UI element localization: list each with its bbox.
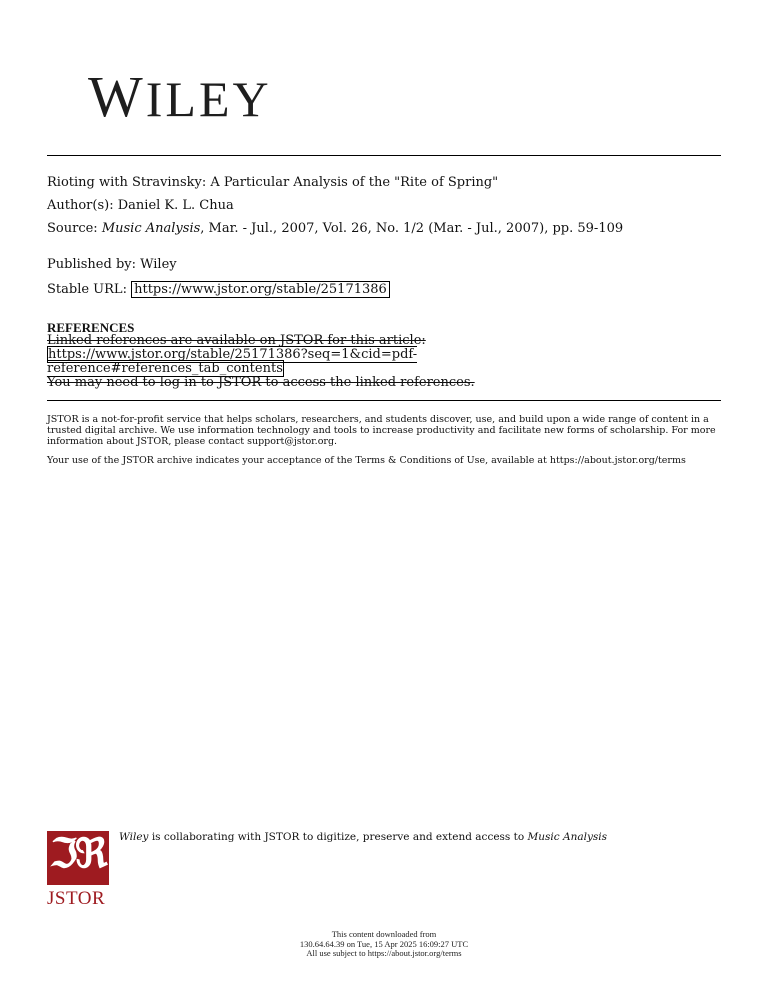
jstor-logo <box>47 831 114 910</box>
jstor-emblem-icon: ℑ ℜ <box>47 831 109 885</box>
footer-line: All use subject to https://about.jstor.org/terms <box>306 948 462 958</box>
journal-name: Music Analysis <box>101 221 201 236</box>
publisher-name: Wiley <box>140 257 177 272</box>
source-line: Source: Music Analysis, Mar. - Jul., 2007, Vol. 26, No. 1/2 (Mar. - Jul., 2007), pp. 59-109 <box>47 221 624 236</box>
terms-text: Your use of the JSTOR archive indicates your acceptance of the Terms & Conditions of Use, available at https://about.jstor.org/terms <box>47 455 686 466</box>
references-link[interactable]: https://www.jstor.org/stable/25171386?seq=1&cid=pdf- reference#references_tab_contents <box>47 347 418 376</box>
article-title: Rioting with Stravinsky: A Particular Analysis of the "Rite of Spring" <box>47 175 499 190</box>
collab-journal: Music Analysis <box>527 831 608 843</box>
login-note: You may need to log in to JSTOR to access the linked references. <box>47 375 475 390</box>
stable-url-link[interactable]: https://www.jstor.org/stable/25171386 <box>131 281 390 298</box>
jstor-about-text: JSTOR is a not-for-profit service that helps scholars, researchers, and students discover, use, and build upon a wide range of content in a trusted digital archive. We use information technology and tools to increase productivity and facilitate new forms of scholarship. For more information about JSTOR, please contact support@jstor.org. <box>47 414 716 447</box>
middle-divider <box>47 400 721 401</box>
footer-line: This content downloaded from <box>331 929 437 939</box>
linked-references-text: Linked references are available on JSTOR for this article: <box>47 333 426 348</box>
wiley-logo: WILEY <box>88 64 272 129</box>
references-heading: REFERENCES <box>47 320 135 335</box>
author-name: Daniel K. L. Chua <box>117 198 234 213</box>
collab-publisher: Wiley <box>119 831 149 843</box>
references-section <box>47 334 647 390</box>
download-footer <box>0 930 768 959</box>
authors-line: Author(s): Daniel K. L. Chua <box>47 198 234 213</box>
jstor-wordmark: JSTOR <box>47 888 106 909</box>
footer-line: 130.64.64.39 on Tue, 15 Apr 2025 16:09:27 UTC <box>299 938 469 949</box>
collaboration-line: Wiley is collaborating with JSTOR to digitize, preserve and extend access to Music Analysis <box>119 831 608 843</box>
stable-url-line: Stable URL: https://www.jstor.org/stable/25171386 <box>47 282 390 298</box>
top-divider <box>47 155 721 156</box>
publisher-line: Published by: Wiley <box>47 257 177 272</box>
